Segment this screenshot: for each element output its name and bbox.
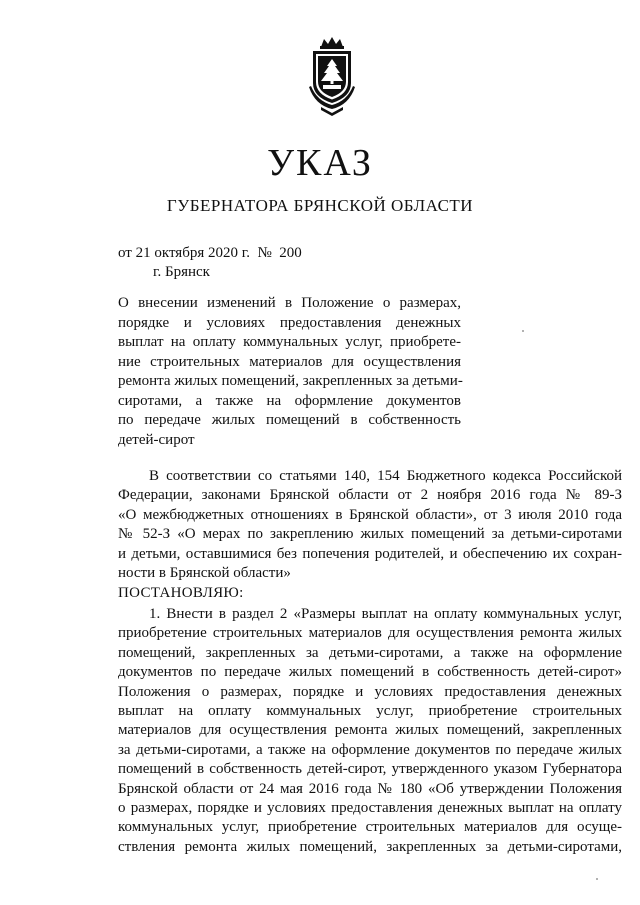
- item-line: 1. Внести в раздел 2 «Размеры выплат на оплату коммунальных услуг,: [149, 606, 622, 622]
- item-line: документов по передаче жилых помещений в собственность детей-сирот»: [118, 664, 622, 681]
- item-line: выплат на оплату коммунальных услуг, приобретение строительных: [118, 702, 622, 719]
- scan-speck: [596, 878, 598, 880]
- preamble-line: Федерации, законами Брянской области от 2 ноября 2016 года № 89-З: [118, 487, 622, 504]
- item-line: за детьми-сиротами, а также на оформление документов по передаче жилых: [118, 741, 622, 758]
- subject-line: сиротами, а также на оформление документов: [118, 392, 461, 409]
- document-city: г. Брянск: [153, 264, 210, 280]
- document-issuer: ГУБЕРНАТОРА БРЯНСКОЙ ОБЛАСТИ: [166, 196, 474, 215]
- decree-word: ПОСТАНОВЛЯЮ:: [118, 585, 244, 601]
- item-line: коммунальных услуг, приобретение строительных материалов для осуще-: [118, 819, 622, 836]
- scan-speck: [522, 330, 524, 332]
- document-subject: [118, 294, 461, 450]
- subject-line: выплат на оплату коммунальных услуг, приобрете-: [118, 334, 461, 350]
- subject-line: по передаче жилых помещений в собственность: [118, 412, 461, 428]
- subject-line: ремонта жилых помещений, закрепленных за детьми-: [118, 373, 463, 389]
- preamble-line: ности в Брянской области»: [118, 564, 291, 581]
- item-1-paragraph: [118, 605, 622, 857]
- item-line: ствления ремонта жилых помещений, закрепленных за детьми-сиротами,: [118, 838, 622, 855]
- bryansk-coat-of-arms-icon: [301, 35, 363, 117]
- item-line: помещений в собственность детей-сирот, утвержденного указом Губернатора: [118, 761, 622, 778]
- item-line: Брянской области от 24 мая 2016 года № 180 «Об утверждении Положения: [118, 780, 622, 797]
- preamble-line: и детьми, оставшимися без попечения родителей, и обеспечению их сохран-: [118, 545, 622, 562]
- document-date-number: от 21 октября 2020 г. № 200: [118, 245, 302, 261]
- preamble-line: «О межбюджетных отношениях в Брянской области», от 3 июля 2010 года: [118, 506, 622, 523]
- subject-line: детей-сирот: [118, 431, 195, 448]
- item-line: Положения о размерах, порядке и условиях предоставления денежных: [118, 683, 622, 700]
- preamble-line: № 52-З «О мерах по закреплению жилых помещений за детьми-сиротами: [118, 526, 622, 543]
- item-line: помещений, закрепленных за детьми-сиротами, а также на оформление: [118, 644, 622, 661]
- subject-line: порядке и условиях предоставления денежных: [118, 314, 461, 331]
- preamble-line: В соответствии со статьями 140, 154 Бюджетного кодекса Российской: [149, 468, 622, 484]
- document-title: УКАЗ: [267, 142, 373, 184]
- item-line: о размерах, порядке и условиях предоставления денежных выплат на оплату: [118, 799, 622, 816]
- preamble-paragraph: [118, 467, 622, 583]
- item-line: материалов для осуществления ремонта жилых помещений, закрепленных: [118, 722, 622, 739]
- subject-line: ние строительных материалов для осуществления: [118, 353, 461, 370]
- subject-line: О внесении изменений в Положение о размерах,: [118, 295, 461, 311]
- item-line: приобретение строительных материалов для осуществления ремонта жилых: [118, 625, 622, 642]
